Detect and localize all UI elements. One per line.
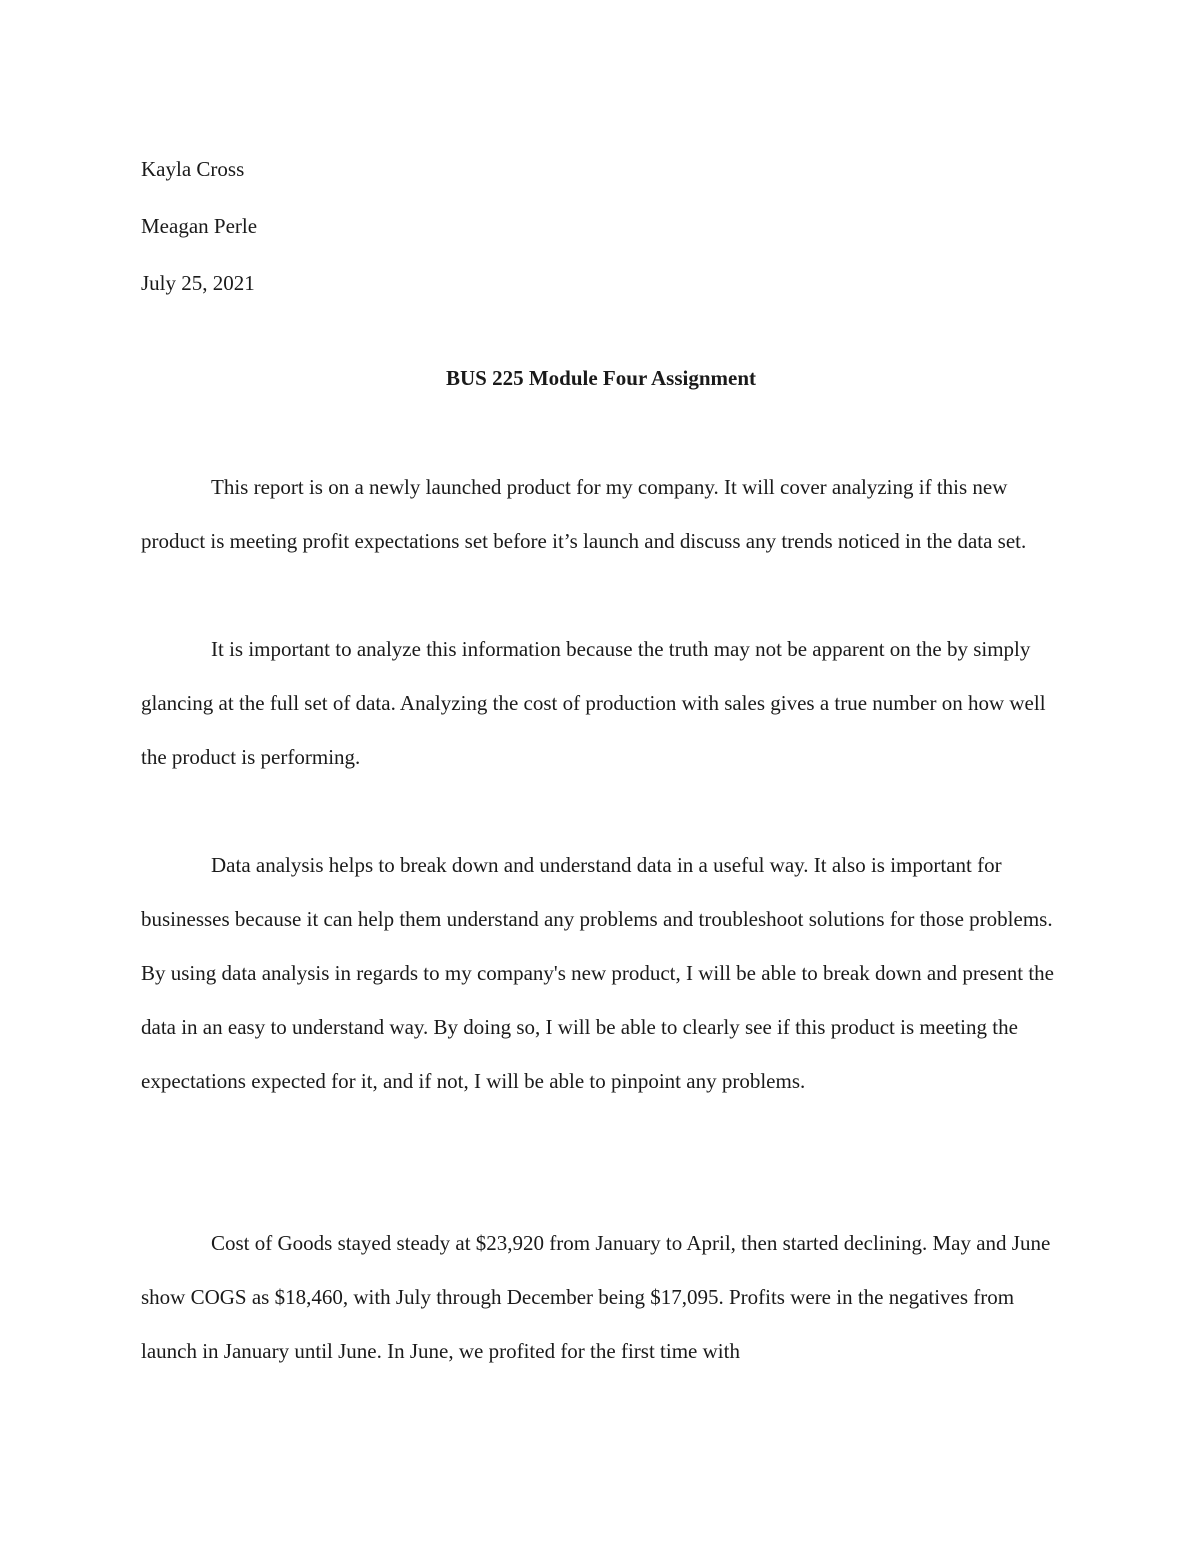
student-name: Kayla Cross [141, 157, 245, 181]
document-title: BUS 225 Module Four Assignment [446, 366, 756, 390]
assignment-date: July 25, 2021 [141, 271, 255, 295]
paragraph-importance: It is important to analyze this information because the truth may not be apparent on the by simply glancing at the full set of data. Analyzing the cost of production with sales gives a true number on how well the product is performing. [141, 637, 1046, 769]
paragraph-data-analysis: Data analysis helps to break down and understand data in a useful way. It also is important for businesses because it can help them understand any problems and troubleshoot solutions for those problems. By using data analysis in regards to my company's new product, I will be able to break down and present the data in an easy to understand way. By doing so, I will be able to clearly see if this product is meeting the expectations expected for it, and if not, I will be able to pinpoint any problems. [141, 853, 1054, 1093]
instructor-name: Meagan Perle [141, 214, 258, 238]
paragraph-intro: This report is on a newly launched product for my company. It will cover analyzing if this new product is meeting profit expectations set before it’s launch and discuss any trends noticed in the data set. [141, 475, 1027, 553]
document-page [141, 141, 1061, 1363]
paragraph-cogs-trends: Cost of Goods stayed steady at $23,920 from January to April, then started declining. May and June show COGS as $18,460, with July through December being $17,095. Profits were in the negatives from launch in January until June. In June, we profited for the first time with [141, 1231, 1051, 1363]
